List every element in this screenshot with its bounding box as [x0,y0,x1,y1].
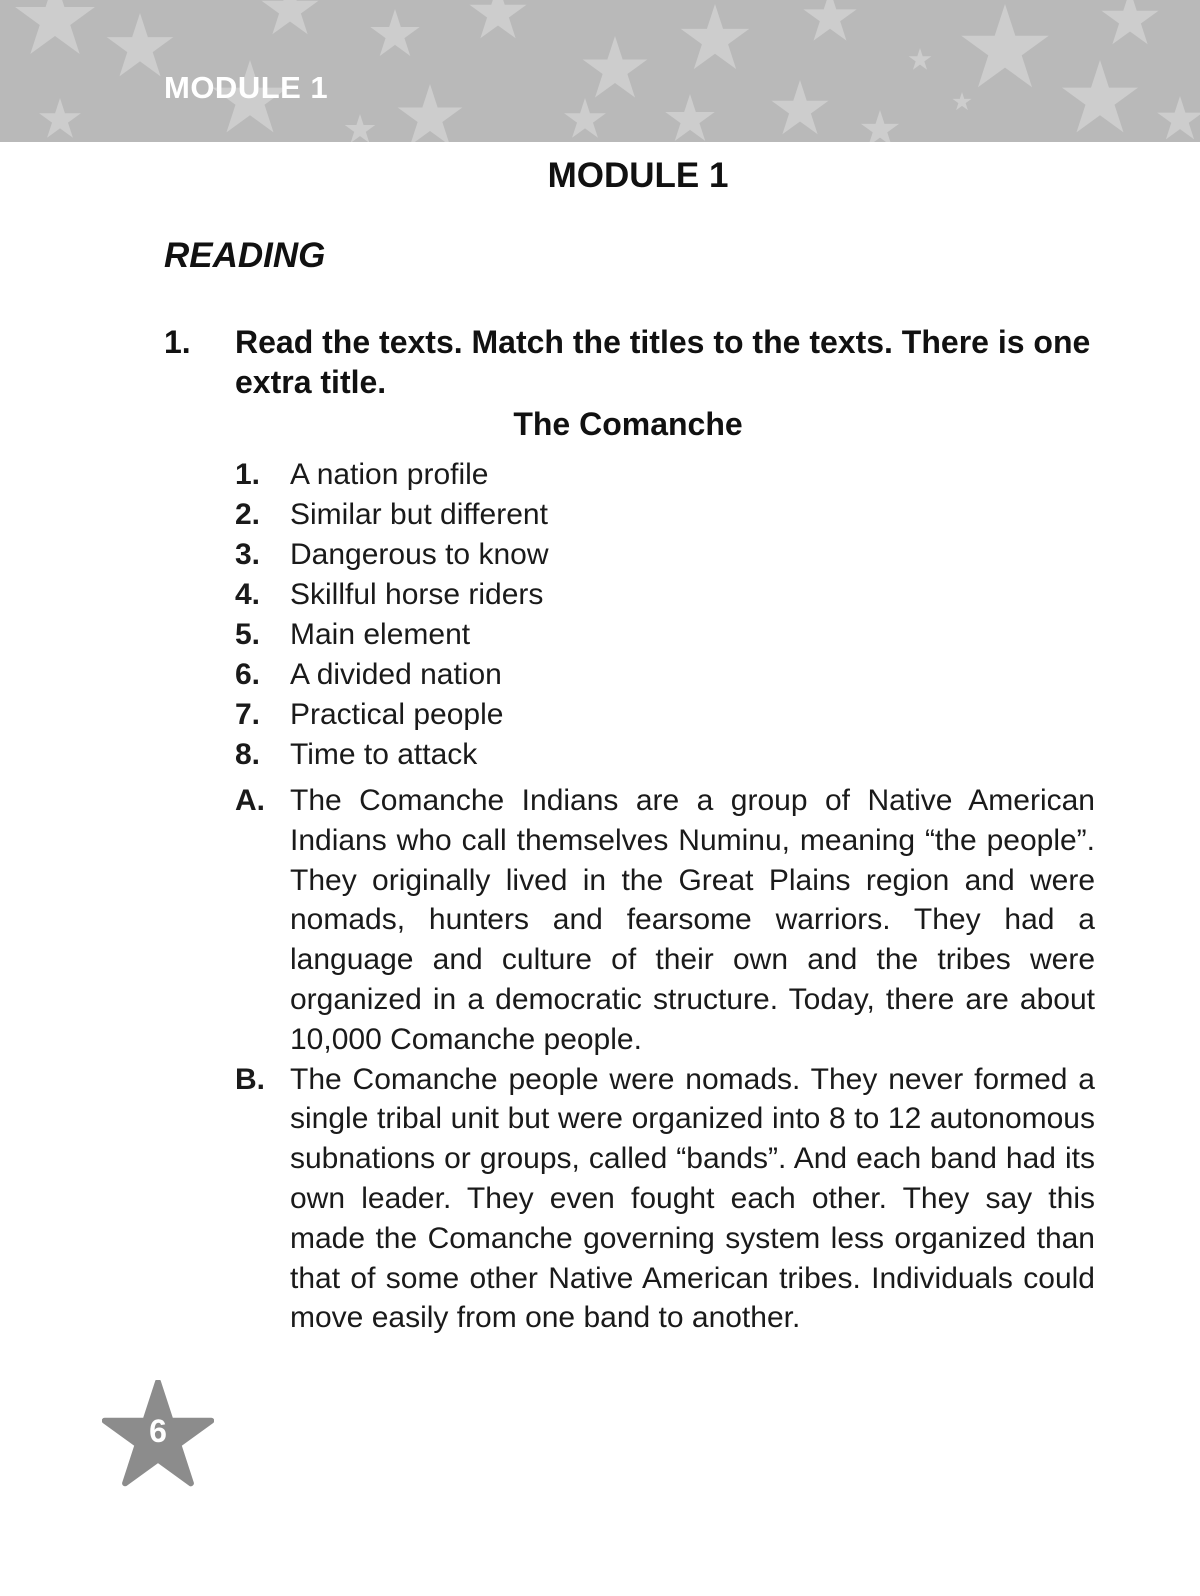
task-number: 1. [164,324,191,360]
title-item [235,655,549,695]
title-number: 7. [235,698,261,731]
title-item [235,495,549,535]
section-title: READING [164,236,326,275]
title-label: A divided nation [290,658,502,691]
title-item [235,535,549,575]
title-label: Time to attack [290,738,478,771]
titles-list [235,455,549,775]
header-band [0,0,1200,142]
text-title: The Comanche [513,406,743,442]
text-paragraph-a [235,781,1095,1060]
title-number: 4. [235,578,261,611]
title-label: Dangerous to know [290,538,549,571]
title-label: Main element [290,618,471,651]
paragraph-body: The Comanche Indians are a group of Native American Indians who call themselves Numinu, meaning “the people”. They originally lived in the Great Plains region and were nomads, hunters and fearsome warriors. They had a language and culture of their own and the tribes were organized in a democratic structure. Today, there are about 10,000 Comanche people. [290,784,1095,1056]
title-label: A nation profile [290,458,489,491]
title-number: 1. [235,458,261,491]
title-item [235,695,549,735]
title-number: 8. [235,738,261,771]
title-number: 5. [235,618,261,651]
text-paragraph-b [235,1060,1095,1339]
paragraph-letter: B. [235,1062,265,1096]
title-label: Similar but different [290,498,548,531]
task-text: Read the texts. Match the titles to the texts. There is one extra title. [235,324,1091,400]
title-number: 3. [235,538,261,571]
running-head: MODULE 1 [164,70,329,105]
title-label: Skillful horse riders [290,578,544,611]
title-label: Practical people [290,698,504,731]
page-title: MODULE 1 [547,156,729,195]
paragraph-letter: A. [235,784,265,817]
title-item [235,575,549,615]
title-item [235,615,549,655]
title-item [235,735,549,775]
title-number: 6. [235,658,261,691]
reading-texts [235,781,1095,1338]
page-number: 6 [149,1413,167,1449]
title-number: 2. [235,498,261,531]
title-item [235,455,549,495]
paragraph-body: The Comanche people were nomads. They never formed a single tribal unit but were organized into 8 to 12 autonomous subnations or groups, called “bands”. And each band had its own leader. They even fought each other. They say this made the Comanche governing system less organized than that of some other Native American tribes. Individuals could move easily from one band to another. [290,1062,1095,1335]
